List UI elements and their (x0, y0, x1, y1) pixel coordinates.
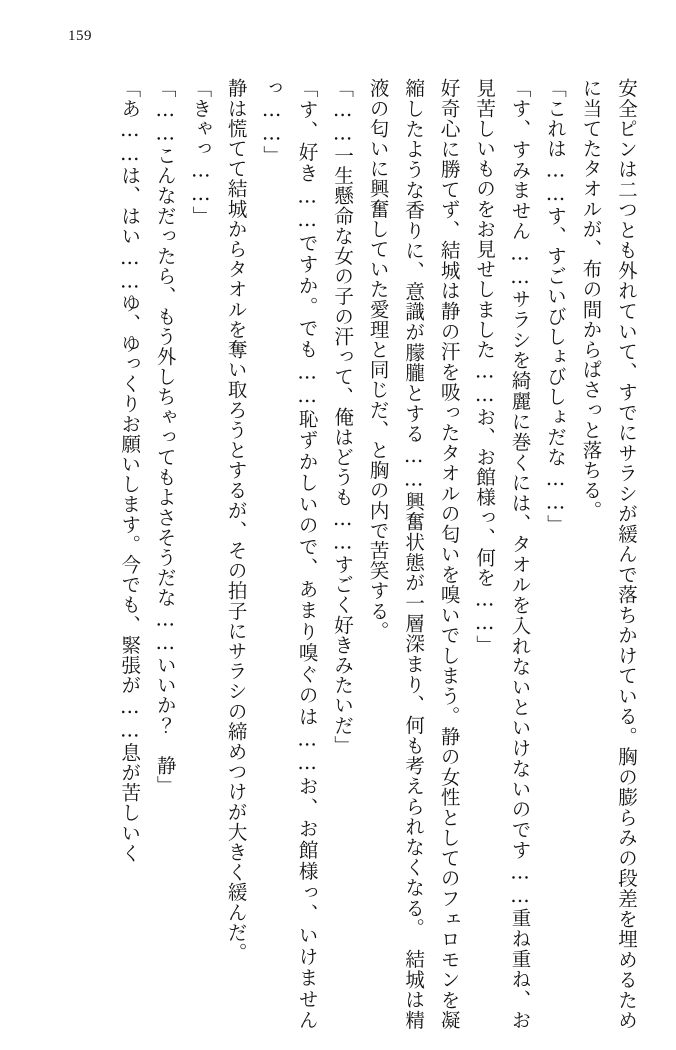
paragraph: 「す、好き……ですか。でも……恥ずかしいので、あまり嗅ぐのは……お、お館様っ、いけませんっ……」 (260, 78, 319, 1030)
paragraph: 「これは……す、すごいびしょびしょだな……」 (544, 78, 568, 535)
paragraph: 「きゃっ……」 (189, 78, 213, 226)
paragraph: 「す、すみません……サラシを綺麗に巻くには、タオルを入れないといけないのです……重ね重ね、お見苦しいものをお見せしました……お、お館様っ、何を……」 (473, 78, 532, 1030)
paragraph: 静は慌てて結城からタオルを奪い取ろうとするが、その拍子にサラシの締めつけが大きく緩んだ。 (224, 78, 248, 963)
paragraph: 「あ……は、はい……ゆ、ゆっくりお願いします。今でも、緊張が……息が苦しいく (118, 78, 142, 863)
paragraph: 好奇心に勝てず、結城は静の汗を吸ったタオルの匂いを嗅いでしまう。静の女性としてのフェロモンを凝縮したような香りに、意識が朦朧とする……興奮状態が一層深まり、何も考えられなくなる。 結城は精液の匂いに興奮していた愛理と同じだ、と胸の内で苦笑する。 (366, 78, 461, 1030)
page-number: 159 (68, 28, 92, 44)
paragraph: 「……こんなだったら、もう外しちゃってもよさそうだな……いいか？ 静」 (153, 78, 177, 796)
page-body (36, 78, 644, 1030)
paragraph: 「……一生懸命な女の子の汗って、俺はどうも……すごく好きみたいだ」 (331, 78, 355, 756)
paragraph: 安全ピンは二つとも外れていて、すでにサラシが緩んで落ちかけている。胸の膨らみの段差を埋めるために当てたタオルが、布の間からぱさっと落ちる。 (579, 78, 638, 1030)
